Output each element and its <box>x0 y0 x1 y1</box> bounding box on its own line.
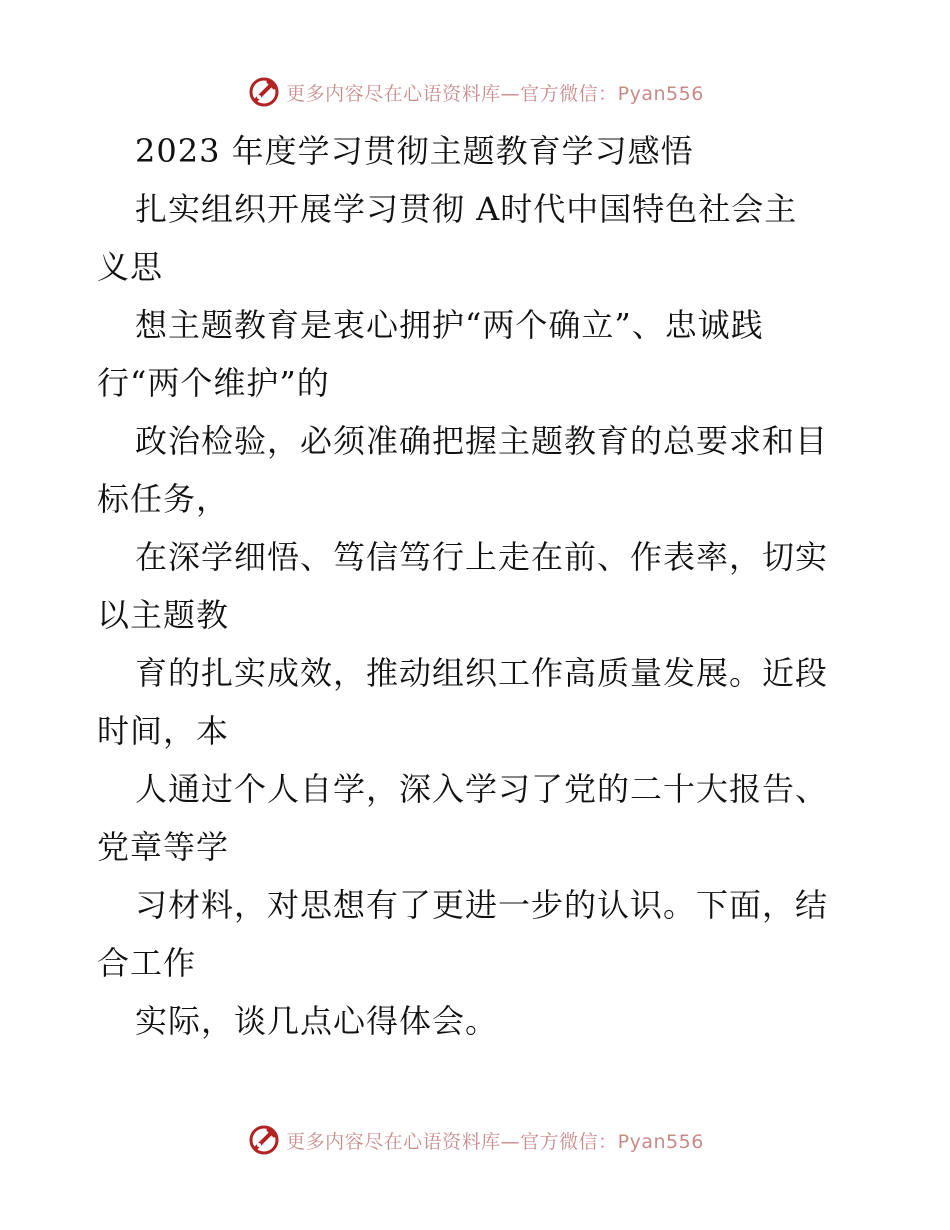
paragraph-line: 以主题教 <box>97 596 230 634</box>
paragraph-line: 人通过个人自学，深入学习了党的二十大报告、 <box>135 770 829 808</box>
paragraph-line: 想主题教育是衷心拥护“两个确立”、忠诚践 <box>135 306 764 344</box>
pen-logo-icon <box>246 74 282 110</box>
paragraph-line: 扎实组织开展学习贯彻 A时代中国特色社会主 <box>135 190 798 228</box>
paragraph-line: 时间，本 <box>97 712 230 750</box>
paragraph-line: 行“两个维护”的 <box>97 364 330 402</box>
document-title: 2023 年度学习贯彻主题教育学习感悟 <box>135 132 694 170</box>
document-body <box>97 122 877 1050</box>
paragraph-line: 习材料，对思想有了更进一步的认识。下面，结 <box>135 886 829 924</box>
paragraph-line: 实际，谈几点心得体会。 <box>135 1002 499 1040</box>
pen-logo-icon <box>246 1122 282 1158</box>
paragraph-line: 在深学细悟、笃信笃行上走在前、作表率，切实 <box>135 538 829 576</box>
watermark-banner-top <box>0 72 950 112</box>
watermark-banner-bottom <box>0 1120 950 1160</box>
paragraph-line: 政治检验，必须准确把握主题教育的总要求和目 <box>135 422 829 460</box>
paragraph-line: 义思 <box>97 248 164 286</box>
watermark-text: 更多内容尽在心语资料库—官方微信：Pyan556 <box>286 1130 704 1153</box>
paragraph-line: 党章等学 <box>97 828 230 866</box>
watermark-text: 更多内容尽在心语资料库—官方微信：Pyan556 <box>286 82 704 105</box>
paragraph-line: 合工作 <box>97 944 197 982</box>
paragraph-line: 标任务， <box>97 480 230 518</box>
paragraph-line: 育的扎实成效，推动组织工作高质量发展。近段 <box>135 654 829 692</box>
